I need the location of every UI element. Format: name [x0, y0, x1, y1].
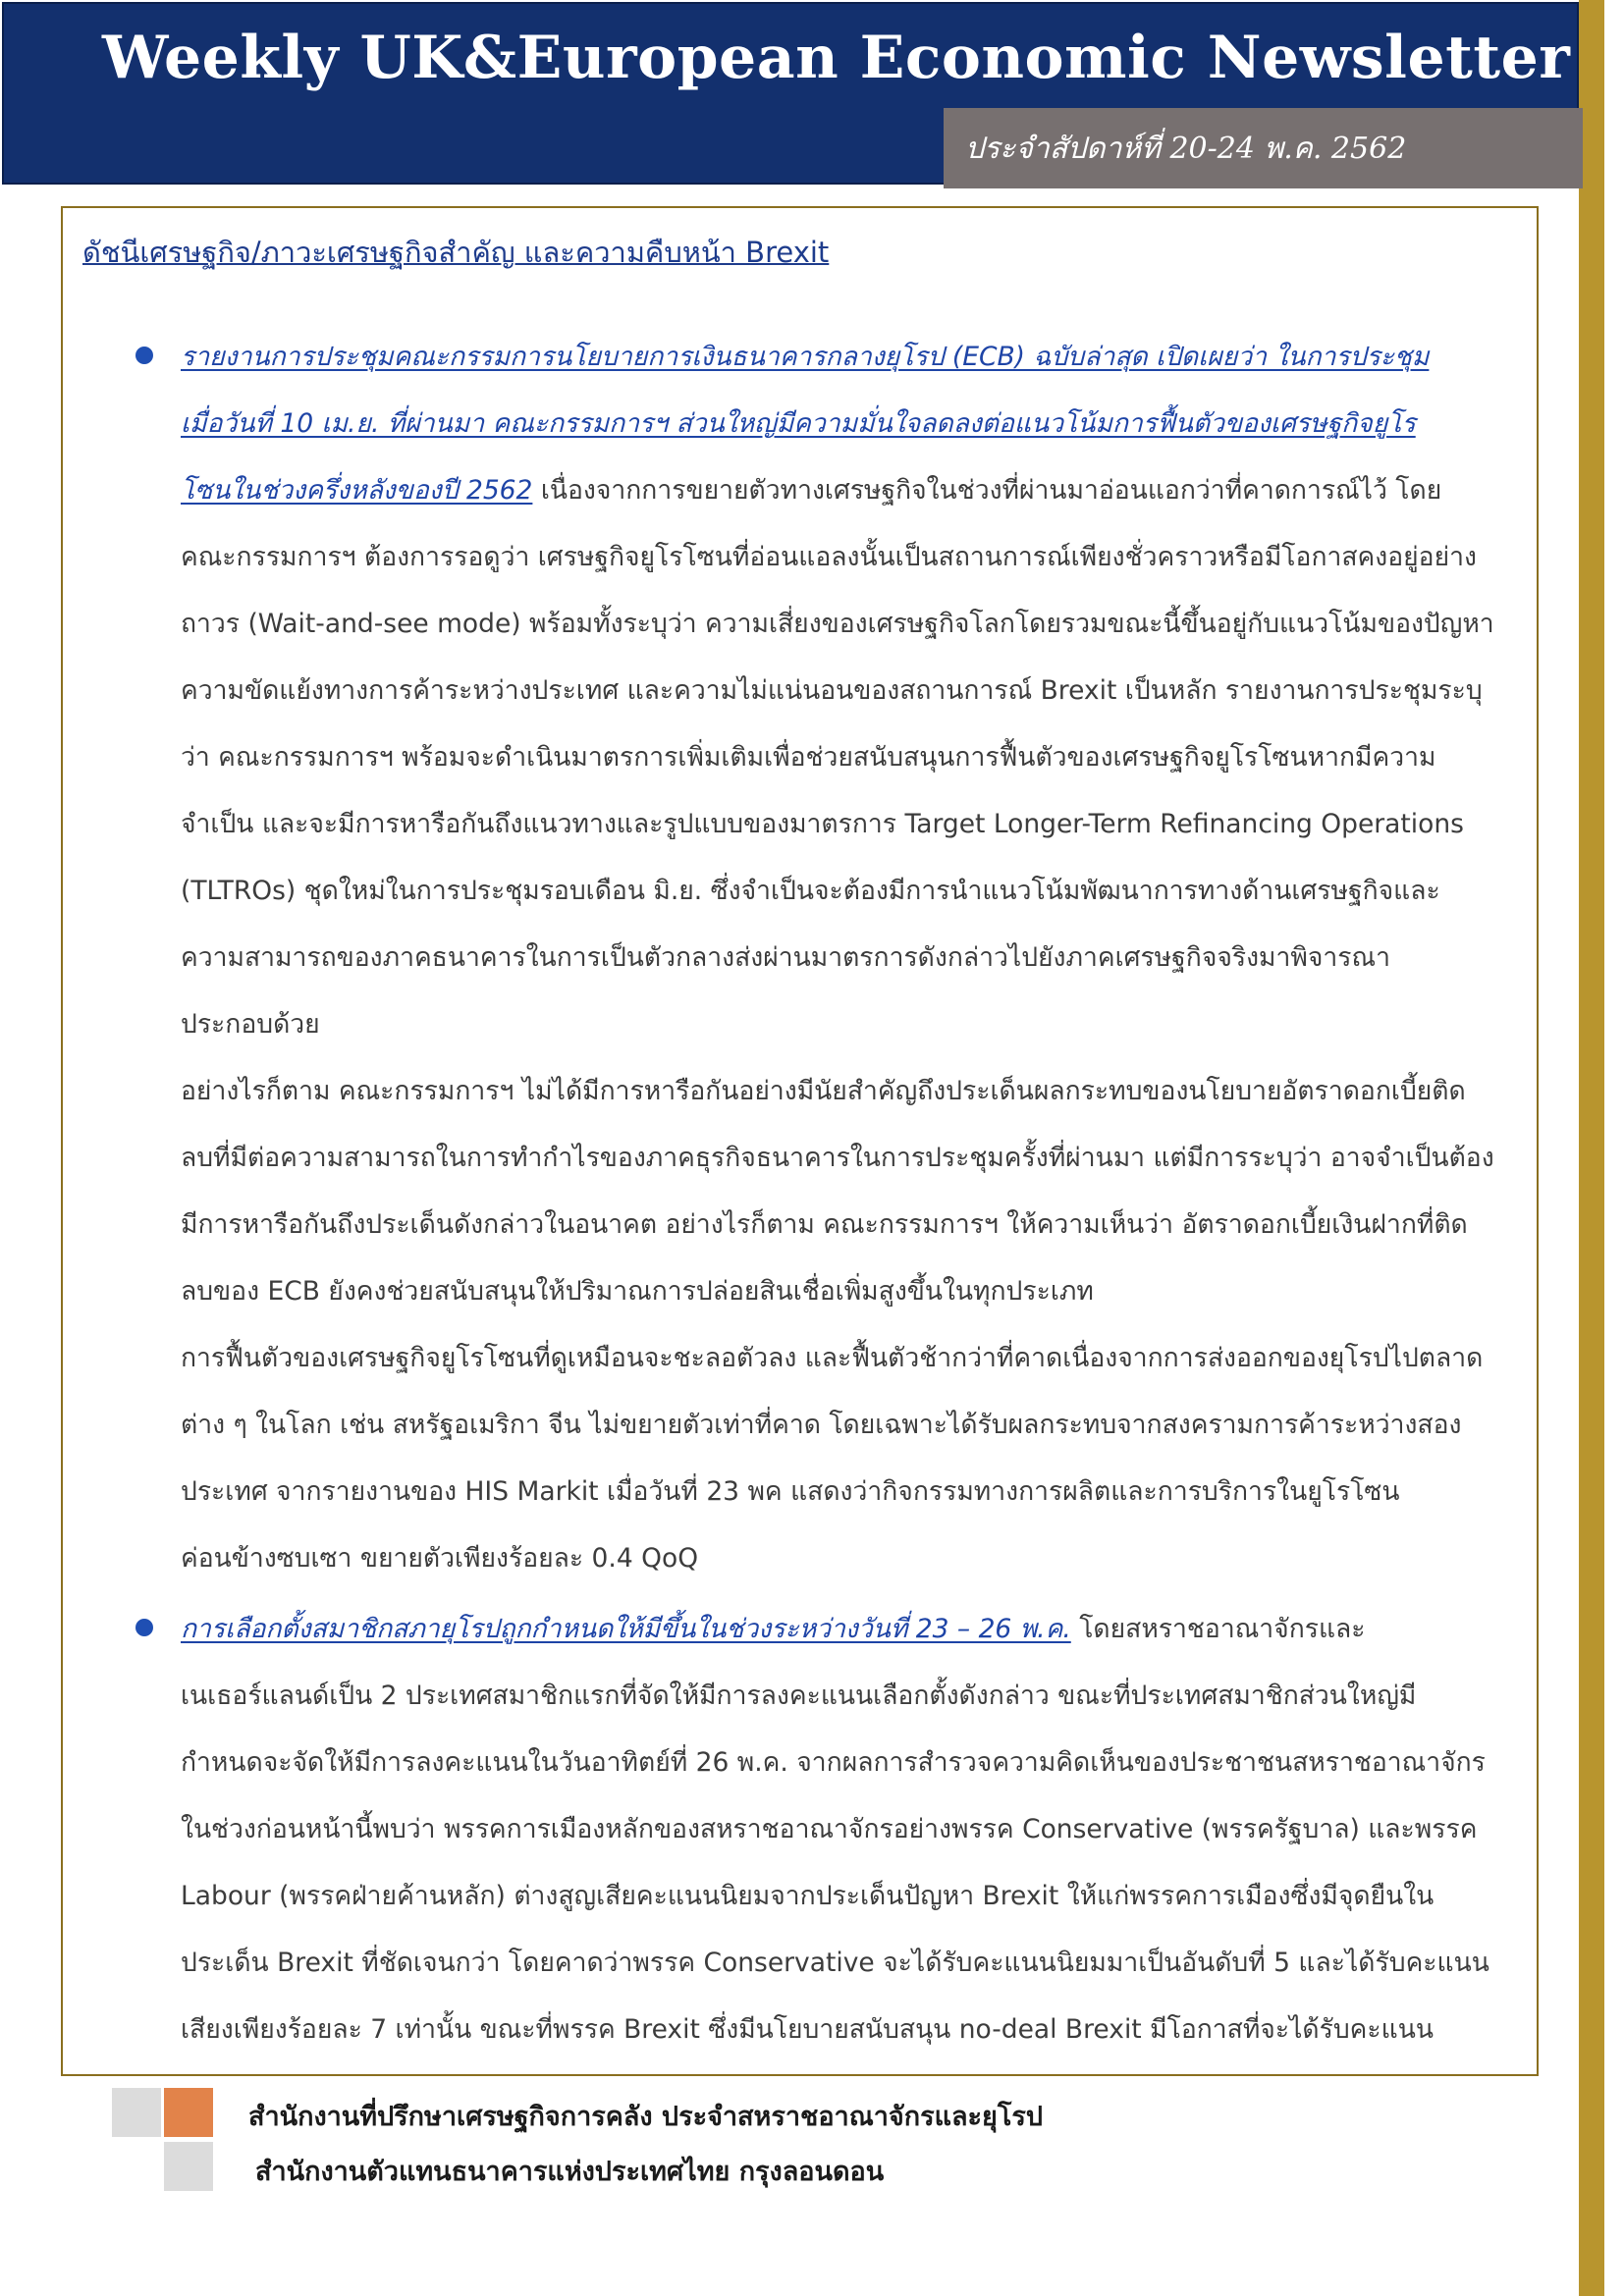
body-text: (TLTROs) ชุดใหม่ในการประชุมรอบเดือน มิ.ย. ซึ่งจำเป็นจะต้องมีการนำแนวโน้มพัฒนาการทางด้านเศรษฐกิจและ	[181, 876, 1440, 906]
body-text: ว่า คณะกรรมการฯ พร้อมจะดำเนินมาตรการเพิ่มเติมเพื่อช่วยสนับสนุนการฟื้นตัวของเศรษฐกิจยูโรโซนหากมีความ	[181, 742, 1436, 773]
paragraph-line	[181, 1058, 1526, 1125]
body-text: ประเด็น Brexit ที่ชัดเจนกว่า โดยคาดว่าพรรค Conservative จะได้รับคะแนนนิยมมาเป็นอันดับที่ 5 และได้รับคะแนน	[181, 1948, 1489, 1978]
paragraph-line	[181, 391, 1526, 457]
paragraph-line	[181, 1525, 1526, 1592]
highlighted-headline: โซนในช่วงครึ่งหลังของปี 2562	[181, 475, 533, 506]
body-text: อย่างไรก็ตาม คณะกรรมการฯ ไม่ได้มีการหารือกันอย่างมีนัยสำคัญถึงประเด็นผลกระทบของนโยบายอัตราดอกเบี้ยติด	[181, 1076, 1466, 1106]
content-frame	[61, 206, 1539, 2076]
section-title: ดัชนีเศรษฐกิจ/ภาวะเศรษฐกิจสำคัญ และความคืบหน้า Brexit	[82, 236, 830, 269]
issue-date: ประจำสัปดาห์ที่ 20-24 พ.ค. 2562	[965, 132, 1407, 166]
body-text: เสียงเพียงร้อยละ 7 เท่านั้น ขณะที่พรรค Brexit ซึ่งมีนโยบายสนับสนุน no-deal Brexit มีโอกาสที่จะได้รับคะแนน	[181, 2014, 1434, 2045]
footer-bank-name: สำนักงานตัวแทนธนาคารแห่งประเทศไทย กรุงลอนดอน	[255, 2157, 885, 2187]
paragraph-line	[181, 1796, 1526, 1863]
date-banner	[944, 108, 1583, 188]
right-gold-border	[1579, 0, 1604, 2296]
body-text: มีการหารือกันถึงประเด็นดังกล่าวในอนาคต อย่างไรก็ตาม คณะกรรมการฯ ให้ความเห็นว่า อัตราดอกเบี้ยเงินฝากที่ติด	[181, 1209, 1468, 1240]
paragraph-line	[181, 724, 1526, 791]
paragraph-line	[181, 524, 1526, 591]
paragraph-line	[181, 1997, 1526, 2063]
body-text: โดยสหราชอาณาจักรและ	[1070, 1614, 1366, 1644]
footer-square-orange	[164, 2088, 213, 2137]
body-text: เนเธอร์แลนด์เป็น 2 ประเทศสมาชิกแรกที่จัดให้มีการลงคะแนนเลือกตั้งดังกล่าว ขณะที่ประเทศสมาชิกส่วนใหญ่มี	[181, 1681, 1417, 1711]
newsletter-header	[2, 2, 1579, 185]
paragraph-line	[181, 991, 1526, 1058]
paragraph-line	[181, 1459, 1526, 1525]
body-text: ถาวร (Wait-and-see mode) พร้อมทั้งระบุว่า ความเสี่ยงของเศรษฐกิจโลกโดยรวมขณะนี้ขึ้นอยู่กับแนวโน้มของปัญหา	[181, 609, 1494, 639]
body-text: ลบของ ECB ยังคงช่วยสนับสนุนให้ปริมาณการปล่อยสินเชื่อเพิ่มสูงขึ้นในทุกประเภท	[181, 1276, 1094, 1307]
paragraph-line	[181, 1125, 1526, 1192]
body-text: กำหนดจะจัดให้มีการลงคะแนนในวันอาทิตย์ที่ 26 พ.ค. จากผลการสำรวจความคิดเห็นของประชาชนสหราชอาณาจักร	[181, 1747, 1486, 1778]
paragraph-line	[181, 1663, 1526, 1730]
body-text: ต่าง ๆ ในโลก เช่น สหรัฐอเมริกา จีน ไม่ขยายตัวเท่าที่คาด โดยเฉพาะได้รับผลกระทบจากสงครามการค้าระหว่างสอง	[181, 1410, 1462, 1440]
paragraph-line	[181, 858, 1526, 925]
newsletter-title: Weekly UK&European Economic Newsletter	[102, 24, 1571, 92]
footer-square-gray	[164, 2142, 213, 2191]
paragraph-line	[181, 591, 1526, 658]
body-text: Labour (พรรคฝ่ายค้านหลัก) ต่างสูญเสียคะแนนนิยมจากประเด็นปัญหา Brexit ให้แก่พรรคการเมืองซึ่งมีจุดยืนใน	[181, 1881, 1435, 1911]
paragraph-line	[181, 1192, 1526, 1258]
bullet-dot-icon	[135, 1619, 153, 1636]
paragraph-line	[181, 324, 1526, 391]
body-text: จำเป็น และจะมีการหารือกันถึงแนวทางและรูปแบบของมาตรการ Target Longer-Term Refinancing Operations	[181, 809, 1464, 839]
body-text: ความสามารถของภาคธนาคารในการเป็นตัวกลางส่งผ่านมาตรการดังกล่าวไปยังภาคเศรษฐกิจจริงมาพิจารณา	[181, 942, 1390, 973]
body-text: เนื่องจากการขยายตัวทางเศรษฐกิจในช่วงที่ผ่านมาอ่อนแอกว่าที่คาดการณ์ไว้ โดย	[532, 475, 1442, 506]
bullet-paragraph-election	[181, 1596, 1526, 2063]
highlighted-headline: เมื่อวันที่ 10 เม.ย. ที่ผ่านมา คณะกรรมการฯ ส่วนใหญ่มีความมั่นใจลดลงต่อแนวโน้มการฟื้นตัวของเศรษฐกิจยูโร	[181, 408, 1416, 439]
paragraph-line	[181, 1930, 1526, 1997]
body-text: ในช่วงก่อนหน้านี้พบว่า พรรคการเมืองหลักของสหราชอาณาจักรอย่างพรรค Conservative (พรรครัฐบาล) และพรรค	[181, 1814, 1478, 1844]
footer-square-gray	[112, 2088, 161, 2137]
bullet-dot-icon	[135, 347, 153, 364]
paragraph-line	[181, 1392, 1526, 1459]
paragraph-line	[181, 925, 1526, 991]
body-text: การฟื้นตัวของเศรษฐกิจยูโรโซนที่ดูเหมือนจะชะลอตัวลง และฟื้นตัวช้ากว่าที่คาดเนื่องจากการส่งออกของยุโรปไปตลาด	[181, 1343, 1484, 1373]
paragraph-line	[181, 457, 1526, 524]
body-text: ค่อนข้างซบเซา ขยายตัวเพียงร้อยละ 0.4 QoQ	[181, 1543, 699, 1574]
paragraph-line	[181, 1325, 1526, 1392]
paragraph-line	[181, 1863, 1526, 1930]
paragraph-line	[181, 1596, 1526, 1663]
body-text: ลบที่มีต่อความสามารถในการทำกำไรของภาคธุรกิจธนาคารในการประชุมครั้งที่ผ่านมา แต่มีการระบุว่า อาจจำเป็นต้อง	[181, 1143, 1494, 1173]
paragraph-line	[181, 791, 1526, 858]
footer-office-name: สำนักงานที่ปรึกษาเศรษฐกิจการคลัง ประจำสหราชอาณาจักรและยุโรป	[248, 2102, 1043, 2132]
body-text: ความขัดแย้งทางการค้าระหว่างประเทศ และความไม่แน่นอนของสถานการณ์ Brexit เป็นหลัก รายงานการประชุมระบุ	[181, 675, 1483, 706]
paragraph-line	[181, 1258, 1526, 1325]
highlighted-headline: รายงานการประชุมคณะกรรมการนโยบายการเงินธนาคารกลางยุโรป (ECB) ฉบับล่าสุด เปิดเผยว่า ในการประชุม	[181, 342, 1430, 372]
body-text: ประกอบด้วย	[181, 1009, 320, 1040]
paragraph-line	[181, 658, 1526, 724]
body-text: คณะกรรมการฯ ต้องการรอดูว่า เศรษฐกิจยูโรโซนที่อ่อนแอลงนั้นเป็นสถานการณ์เพียงชั่วคราวหรือมีโอกาสคงอยู่อย่าง	[181, 542, 1477, 572]
paragraph-line	[181, 1730, 1526, 1796]
body-text: ประเทศ จากรายงานของ HIS Markit เมื่อวันที่ 23 พค แสดงว่ากิจกรรมทางการผลิตและการบริการในยูโรโซน	[181, 1476, 1400, 1507]
bullet-paragraph-ecb	[181, 324, 1526, 1592]
highlighted-headline: การเลือกตั้งสมาชิกสภายุโรปถูกกำหนดให้มีขึ้นในช่วงระหว่างวันที่ 23 – 26 พ.ค.	[181, 1614, 1071, 1644]
